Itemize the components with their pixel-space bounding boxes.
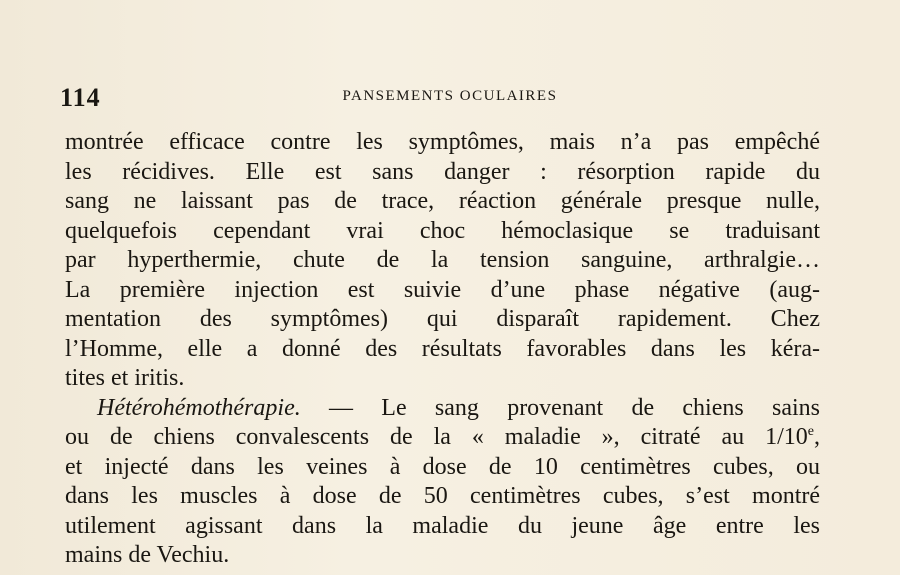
text-line: dans les muscles à dose de 50 centimètres cubes, s’est montré <box>65 483 820 509</box>
text-line: mains de Vechiu. <box>65 542 230 568</box>
text-fragment: — Le sang provenant de chiens sains <box>300 394 820 421</box>
page-number: 114 <box>60 83 101 112</box>
text-line: et injecté dans les veines à dose de 10 centimètres cubes, ou <box>65 453 820 480</box>
body-text <box>65 128 820 571</box>
superscript: e <box>807 424 814 439</box>
text-fragment: ou de chiens convalescents de la « maladie », citraté au 1/10 <box>65 424 808 450</box>
text-line: l’Homme, elle a donné des résultats favorables dans les kéra- <box>65 335 820 362</box>
italic-term: Hétérohémothérapie. <box>97 394 301 421</box>
text-line: par hyperthermie, chute de la tension sanguine, arthralgie… <box>65 247 820 273</box>
text-line: les récidives. Elle est sans danger : résorption rapide du <box>65 158 820 185</box>
text-line: mentation des symptômes) qui disparaît rapidement. Chez <box>65 306 820 332</box>
text-line <box>65 423 820 453</box>
text-line: sang ne laissant pas de trace, réaction générale presque nulle, <box>65 188 820 214</box>
paragraph-start-line <box>65 394 820 424</box>
text-line: La première injection est suivie d’une phase négative (aug- <box>65 276 820 303</box>
text-line: tites et iritis. <box>65 365 185 391</box>
running-title: PANSEMENTS OCULAIRES <box>342 88 558 104</box>
text-line: utilement agissant dans la maladie du jeune âge entre les <box>65 512 820 539</box>
text-fragment: , <box>814 424 820 450</box>
text-line: quelquefois cependant vrai choc hémoclasique se traduisant <box>65 217 820 244</box>
text-line: montrée efficace contre les symptômes, mais n’a pas empêché <box>65 129 820 155</box>
